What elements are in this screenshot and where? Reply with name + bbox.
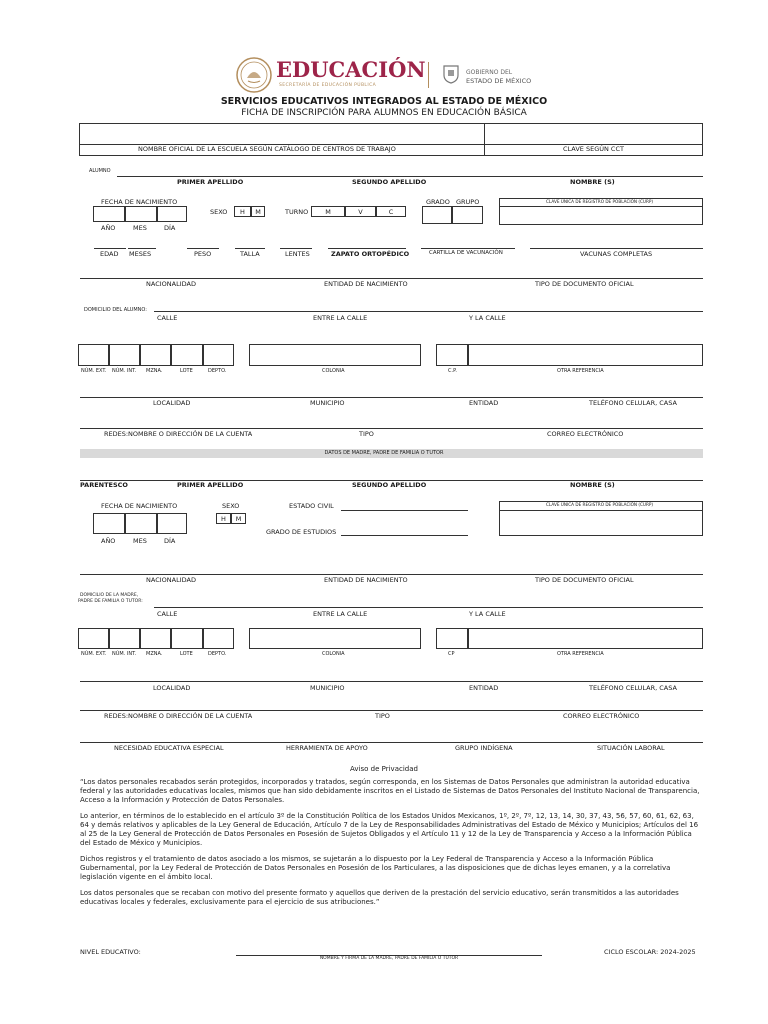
tutor-redes-label: REDES:NOMBRE O DIRECCIÓN DE LA CUENTA [104,712,253,720]
meses-label: MESES [129,250,152,258]
tutor-mes-label: MES [133,537,147,545]
cp-box[interactable] [436,344,468,366]
form-title: SERVICIOS EDUCATIVOS INTEGRADOS AL ESTADO DE MÉXICO [220,96,548,107]
tipo-doc-label: TIPO DE DOCUMENTO OFICIAL [535,280,634,288]
localidad-label: LOCALIDAD [153,399,191,407]
herramienta-label: HERRAMIENTA DE APOYO [286,744,368,752]
nacionalidad-label: NACIONALIDAD [146,280,196,288]
talla-line[interactable] [235,248,265,249]
municipio-label: MUNICIPIO [310,399,345,407]
tutor-band-label: DATOS DE MADRE, PADRE DE FAMILIA O TUTOR [324,450,444,456]
tutor-nacionalidad-label: NACIONALIDAD [146,576,196,584]
grupo-label: GRUPO [456,198,480,206]
tutor-dia-label: DÍA [164,537,176,545]
cct-label: CLAVE SEGÚN CCT [563,145,624,153]
necesidad-label: NECESIDAD EDUCATIVA ESPECIAL [114,744,224,752]
colonia-box[interactable] [249,344,421,366]
lentes-label: LENTES [285,250,310,258]
fecha-nacimiento-label: FECHA DE NACIMIENTO [101,198,178,206]
entidad-label: ENTIDAD [469,399,499,407]
logo-wordmark: EDUCACIÓN [276,57,426,82]
tutor-fecha-label: FECHA DE NACIMIENTO [101,502,178,510]
necesidad-line[interactable] [80,742,703,743]
gov-line-2: ESTADO DE MÉXICO [466,77,532,85]
segundo-apellido-label: SEGUNDO APELLIDO [352,178,427,186]
tutor-sexo-label: SEXO [222,502,240,510]
tutor-y-calle-label: Y LA CALLE [469,610,506,618]
tutor-curp-label: CLAVE ÚNICA DE REGISTRO DE POBLACIÓN (CURP) [546,502,654,507]
entre-calle-label: ENTRE LA CALLE [313,314,368,322]
sexo-m-option[interactable]: M [251,206,265,217]
peso-line[interactable] [187,248,219,249]
parentesco-label: PARENTESCO [80,481,128,489]
correo-label: CORREO ELECTRÓNICO [547,430,624,438]
signature-label: NOMBRE Y FIRMA DE LA MADRE, PADRE DE FAMILIA O TUTOR [319,956,459,961]
tutor-depto-box[interactable] [203,628,234,649]
y-calle-label: Y LA CALLE [469,314,506,322]
dia-label: DÍA [164,224,176,232]
tutor-lote-box[interactable] [171,628,203,649]
estado-civil-label: ESTADO CIVIL [289,502,334,510]
edad-line[interactable] [94,248,126,249]
nacionalidad-line[interactable] [80,278,703,279]
mes-label: MES [133,224,147,232]
vacunas-line[interactable] [530,248,703,249]
tutor-entidad-nac-label: ENTIDAD DE NACIMIENTO [324,576,408,584]
domicilio-label: DOMICILIO DEL ALUMNO: [84,307,147,313]
tutor-municipio-label: MUNICIPIO [310,684,345,692]
edomex-shield-icon [442,64,460,84]
tutor-num-int-label: NÚM. INT. [112,651,137,657]
gov-line-1: GOBIERNO DEL [466,69,513,76]
zapato-line[interactable] [328,248,406,249]
birth-year-box[interactable] [93,206,125,222]
redes-label: REDES:NOMBRE O DIRECCIÓN DE LA CUENTA [104,430,253,438]
mzna-box[interactable] [140,344,171,366]
lentes-line[interactable] [280,248,312,249]
cartilla-label: CARTILLA DE VACUNACIÓN [429,250,503,256]
tutor-curp-divider [499,510,703,511]
primer-apellido-label: PRIMER APELLIDO [177,178,244,186]
situacion-laboral-label: SITUACIÓN LABORAL [597,744,665,752]
privacy-paragraph-2: Lo anterior, en términos de lo establecido en el artículo 3º de la Constitución Política de los Estados Unidos Mexicanos, 1º, 2º, 7º, 12, 13, 14, 30, 37, 43, 56, 57, 60, 61, 62, 63, 64 y demás relativos y aplicables de la Ley General de Educación, Artículo 7 de la Ley de Responsabilidades Administrativas del Estado de México y Municipios; Artículos del 16 al 25 de la Ley General de Protección de Datos Personales en Posesión de Sujetos Obligados y el Artículo 11 y 12 de la Ley de Transparencia y Acceso a la Información Pública del Estado de México y Municipios. [80,812,699,847]
tutor-num-int-box[interactable] [109,628,140,649]
tutor-mzna-label: MZNA. [146,651,163,657]
colonia-label: COLONIA [322,368,345,374]
tipo-label: TIPO [359,430,374,438]
num-ext-label: NÚM. EXT. [81,368,107,374]
tutor-domicilio-line[interactable] [154,607,703,608]
edad-label: EDAD [100,250,119,258]
cp-label: C.P. [448,368,457,374]
tutor-anio-label: AÑO [101,537,116,545]
vacunas-label: VACUNAS COMPLETAS [580,250,653,258]
depto-label: DEPTO. [208,368,227,374]
zapato-label: ZAPATO ORTOPÉDICO [331,250,410,258]
talla-label: TALLA [240,250,260,258]
tutor-segundo-apellido-label: SEGUNDO APELLIDO [352,481,427,489]
tutor-redes-line[interactable] [80,710,703,711]
form-subtitle: FICHA DE INSCRIPCIÓN PARA ALUMNOS EN EDUCACIÓN BÁSICA [241,108,527,118]
school-name-label: NOMBRE OFICIAL DE LA ESCUELA SEGÚN CATÁLOGO DE CENTROS DE TRABAJO [138,145,396,153]
privacy-paragraph-3: Dichos registros y el tratamiento de datos asociado a los mismos, se sujetarán a lo dispuesto por la Ley Federal de Transparencia y Acceso a la Información Pública Gubernamental, por la Ley Federal de Protección de Datos Personales en Posesión de los Particulares, a las disposiciones que de dichas leyes emanen, y a la correlativa legislación vigente en el ámbito local. [80,855,671,881]
meses-line[interactable] [128,248,156,249]
alumno-name-line[interactable] [117,176,703,177]
tutor-sexo-h-option[interactable]: H [216,513,231,524]
alumno-label: ALUMNO [89,168,111,174]
tutor-localidad-label: LOCALIDAD [153,684,191,692]
tutor-tipo-doc-label: TIPO DE DOCUMENTO OFICIAL [535,576,634,584]
tutor-colonia-label: COLONIA [322,651,345,657]
tutor-correo-label: CORREO ELECTRÓNICO [563,712,640,720]
privacy-notice [80,778,703,914]
tutor-calle-label: CALLE [157,610,178,618]
tutor-domicilio-label-2: PADRE DE FAMILIA O TUTOR: [78,599,143,604]
cartilla-line[interactable] [421,248,515,249]
telefono-label: TELÉFONO CELULAR, CASA [589,399,677,407]
nivel-educativo-label: NIVEL EDUCATIVO: [80,948,141,956]
grupo-box[interactable] [452,206,483,224]
ciclo-escolar-label: CICLO ESCOLAR: 2024-2025 [604,948,696,956]
grado-estudios-line[interactable] [341,535,468,536]
curp-label: CLAVE ÚNICA DE REGISTRO DE POBLACIÓN (CURP) [546,199,654,204]
tutor-num-ext-label: NÚM. EXT. [81,651,107,657]
privacy-paragraph-1: “Los datos personales recabados serán protegidos, incorporados y tratados, según corresponda, en los Sistemas de Datos Personales que administran la autoridad educativa federal y las autoridades educativas locales, mismos que han sido debidamente inscritos en el Listado de Sistemas de Datos Personales del Instituto Nacional de Transparencia, Acceso a la Información y Protección de Datos Personales. [80,778,700,804]
num-int-label: NÚM. INT. [112,368,137,374]
tutor-num-ext-box[interactable] [78,628,109,649]
tutor-birth-month-box[interactable] [125,513,157,534]
tutor-mzna-box[interactable] [140,628,171,649]
privacy-title: Aviso de Privacidad [350,765,418,773]
lote-box[interactable] [171,344,203,366]
turno-label: TURNO [285,208,309,216]
tutor-domicilio-label-1: DOMICILIO DE LA MADRE, [80,593,139,598]
cct-field[interactable] [485,124,702,143]
anio-label: AÑO [101,224,116,232]
otra-ref-label: OTRA REFERENCIA [557,368,604,374]
num-ext-box[interactable] [78,344,109,366]
tutor-nombres-label: NOMBRE (S) [570,481,615,489]
sexo-label: SEXO [210,208,228,216]
nombres-label: NOMBRE (S) [570,178,615,186]
privacy-paragraph-4: Los datos personales que se recaban con motivo del presente formato y aquellos que deriven de la prestación del servicio educativo, serán transmitidos a las autoridades educativas locales y federales, exclusivamente para el ejercicio de sus atribuciones.” [80,889,679,906]
turno-m-option[interactable]: M [311,206,345,217]
birth-month-box[interactable] [125,206,157,222]
tutor-nacionalidad-line[interactable] [80,574,703,575]
lote-label: LOTE [180,368,193,374]
tutor-sexo-m-option[interactable]: M [231,513,246,524]
grado-box[interactable] [422,206,452,224]
tutor-depto-label: DEPTO. [208,651,227,657]
tutor-tipo-label: TIPO [375,712,390,720]
calle-label: CALLE [157,314,178,322]
turno-v-option[interactable]: V [345,206,376,217]
num-int-box[interactable] [109,344,140,366]
depto-box[interactable] [203,344,234,366]
tutor-primer-apellido-label: PRIMER APELLIDO [177,481,244,489]
tutor-entre-label: ENTRE LA CALLE [313,610,368,618]
grado-label: GRADO [426,198,450,206]
peso-label: PESO [194,250,212,258]
birth-day-box[interactable] [157,206,187,222]
tutor-birth-year-box[interactable] [93,513,125,534]
logo-divider [428,62,429,88]
mzna-label: MZNA. [146,368,163,374]
tutor-cp-label: CP [448,651,455,657]
tutor-localidad-line[interactable] [80,681,703,682]
tutor-lote-label: LOTE [180,651,193,657]
estado-civil-line[interactable] [341,510,468,511]
sep-seal-logo [236,57,272,93]
entidad-nac-label: ENTIDAD DE NACIMIENTO [324,280,408,288]
tutor-telefono-label: TELÉFONO CELULAR, CASA [589,684,677,692]
domicilio-line[interactable] [154,311,703,312]
tutor-cp-box[interactable] [436,628,468,649]
tutor-otra-ref-box[interactable] [468,628,703,649]
tutor-otra-ref-label: OTRA REFERENCIA [557,651,604,657]
localidad-line[interactable] [80,397,703,398]
grado-estudios-label: GRADO DE ESTUDIOS [266,528,337,536]
turno-c-option[interactable]: C [376,206,406,217]
curp-divider [499,206,703,207]
redes-line[interactable] [80,428,703,429]
otra-ref-box[interactable] [468,344,703,366]
school-name-field[interactable] [80,124,483,143]
tutor-entidad-label: ENTIDAD [469,684,499,692]
grupo-indigena-label: GRUPO INDÍGENA [455,744,513,752]
tutor-birth-day-box[interactable] [157,513,187,534]
tutor-colonia-box[interactable] [249,628,421,649]
sexo-h-option[interactable]: H [234,206,251,217]
logo-subtitle: SECRETARÍA DE EDUCACIÓN PÚBLICA [279,83,377,88]
